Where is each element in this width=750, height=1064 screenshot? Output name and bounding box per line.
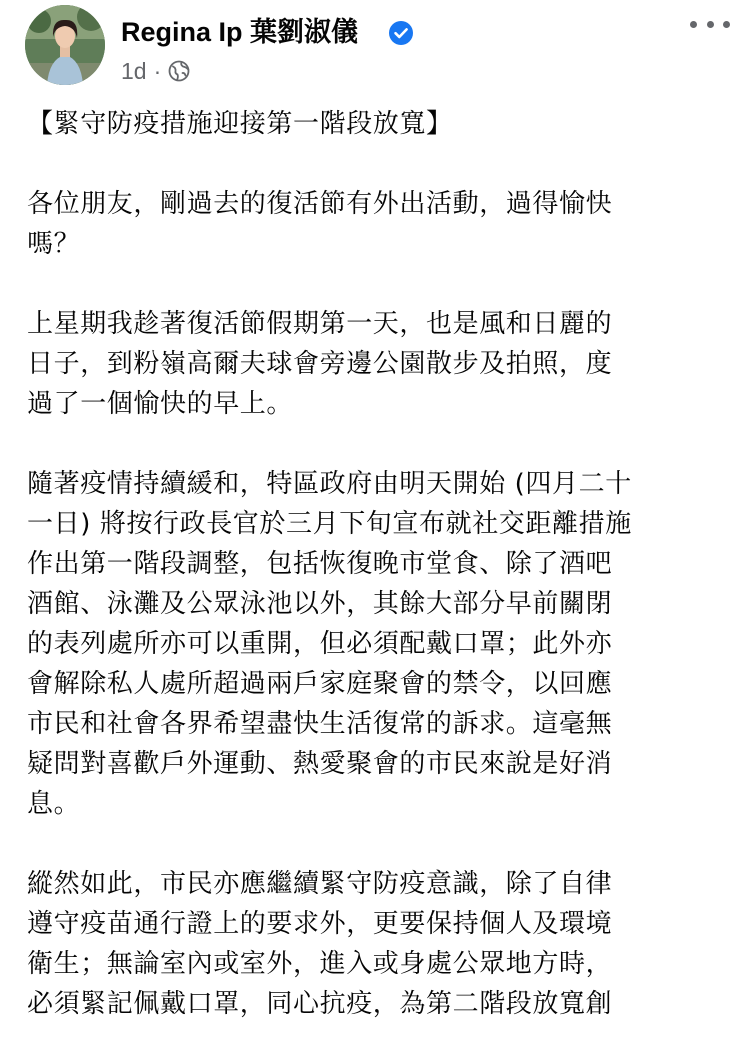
more-horizontal-icon bbox=[723, 21, 730, 28]
post-text bbox=[27, 104, 727, 1064]
verified-badge-icon bbox=[388, 20, 414, 46]
post-meta bbox=[121, 56, 190, 86]
meta-separator: · bbox=[153, 57, 162, 84]
more-options-button[interactable] bbox=[690, 12, 730, 36]
post-timestamp[interactable]: 1d bbox=[121, 57, 147, 84]
post-paragraph: 縱然如此，市民亦應繼續緊守防疫意識，除了自律 遵守疫苗通行證上的要求外，更要保持個人及環境 衛生；無論室內或室外，進入或身處公眾地方時， 必須緊記佩戴口罩，同心抗疫，為第二階段放寬創 bbox=[27, 869, 613, 1019]
more-horizontal-icon bbox=[690, 21, 697, 28]
avatar-photo bbox=[25, 5, 105, 85]
post-header bbox=[0, 0, 750, 100]
avatar[interactable] bbox=[25, 5, 105, 85]
more-horizontal-icon bbox=[707, 21, 714, 28]
author-name[interactable]: Regina Ip 葉劉淑儀 bbox=[121, 17, 359, 47]
post-paragraph: 隨著疫情持續緩和，特區政府由明天開始 (四月二十 一日) 將按行政長官於三月下旬宣布就社交距離措施 作出第一階段調整，包括恢復晚市堂食、除了酒吧 酒館、泳灘及公眾泳池以外，其餘大部分早前關閉 的表列處所亦可以重開，但必須配戴口罩；此外亦 會解除私人處所超過兩戶家庭聚會的禁令，以回應 市民和社會各界希望盡快生活復常的訴求。這毫無 疑問對喜歡戶外運動、熱愛聚會的市民來說是好消 息。 bbox=[27, 469, 632, 819]
globe-icon[interactable] bbox=[168, 60, 190, 82]
post-paragraph: 各位朋友，剛過去的復活節有外出活動，過得愉快 嗎？ bbox=[27, 189, 613, 259]
post-paragraph-title: 【緊守防疫措施迎接第一階段放寬】 bbox=[27, 109, 453, 139]
post-paragraph: 上星期我趁著復活節假期第一天，也是風和日麗的 日子，到粉嶺高爾夫球會旁邊公園散步及拍照，度 過了一個愉快的早上。 bbox=[27, 309, 613, 419]
